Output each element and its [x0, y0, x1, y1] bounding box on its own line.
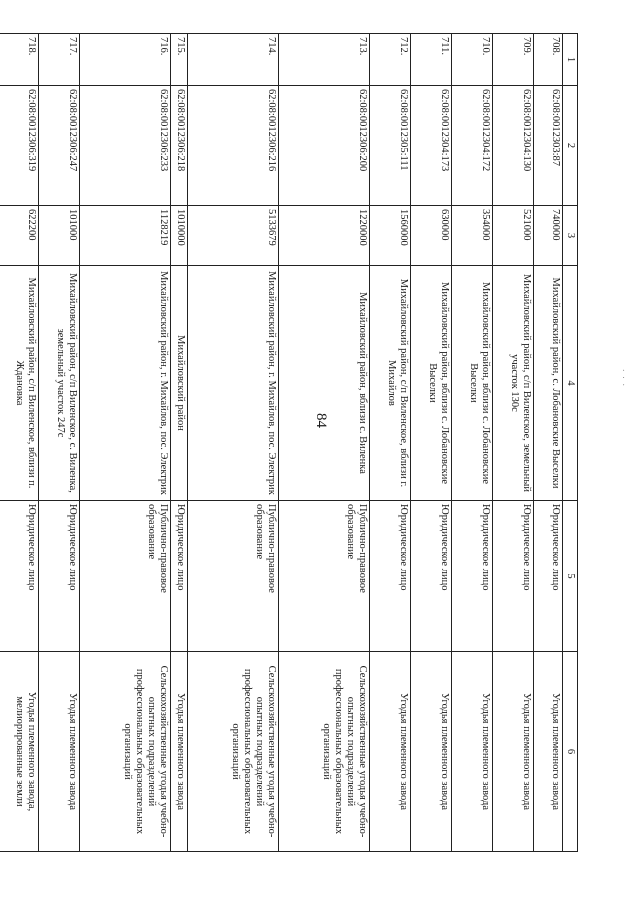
owner-type: Юридическое лицо [411, 501, 452, 652]
rotated-table-frame [14, 33, 578, 851]
area-value: 1010000 [171, 206, 188, 266]
row-number: 715. [171, 34, 188, 86]
address: Михайловский район, с/п Виленское, вблизи г. Михайлов [370, 266, 411, 501]
header-row [563, 34, 578, 852]
area-value: 740000 [534, 206, 563, 266]
row-number: 708. [534, 34, 563, 86]
column-header: 2 [563, 86, 578, 206]
row-number: 712. [370, 34, 411, 86]
area-value: 1128219 [80, 206, 171, 266]
table-row [534, 34, 563, 852]
owner-type: Публично-правовое образование [80, 501, 171, 652]
land-purpose: Угодья племенного завода [493, 652, 534, 852]
owner-type: Юридическое лицо [171, 501, 188, 652]
address: Михайловский район, вблизи с. Виленка [279, 266, 370, 501]
land-purpose: Сельскохозяйственные угодья учебно-опытных подразделений профессиональных образовательных организаций [188, 652, 279, 852]
land-purpose: Угодья племенного завода [370, 652, 411, 852]
owner-type: Юридическое лицо [493, 501, 534, 652]
address: Михайловский район, с/п Виленское, земельный участок 130с [493, 266, 534, 501]
table-row [370, 34, 411, 852]
land-purpose: Угодья племенного завода [171, 652, 188, 852]
owner-type: Публично-правовое образование [188, 501, 279, 652]
area-value: 630000 [411, 206, 452, 266]
address: Михайловский район, с/п Виленское, вблизи п. Ждановка [0, 266, 39, 501]
cadastral-number: 62:08:0012305:111 [370, 86, 411, 206]
area-value: 1560000 [370, 206, 411, 266]
column-header: 3 [563, 206, 578, 266]
cadastral-number: 62:08:0012306:319 [0, 86, 39, 206]
address: Михайловский район, г. Михайлов, пос. Электрик [80, 266, 171, 501]
land-purpose: Угодья племенного завода, мелиорированные земли [0, 652, 39, 852]
cadastral-number: 62:08:0012306:233 [80, 86, 171, 206]
cadastral-number: 62:08:0012304:172 [452, 86, 493, 206]
row-number: 710. [452, 34, 493, 86]
table-row [493, 34, 534, 852]
cadastral-number: 62:08:0012306:218 [171, 86, 188, 206]
row-number: 709. [493, 34, 534, 86]
area-value: 5133679 [188, 206, 279, 266]
land-register-table [0, 33, 578, 852]
row-number: 718. [0, 34, 39, 86]
table-row [80, 34, 171, 852]
cadastral-number: 62:08:0012303:87 [534, 86, 563, 206]
table-row [452, 34, 493, 852]
cadastral-number: 62:08:0012304:173 [411, 86, 452, 206]
address: Михайловский район, г. Михайлов, пос. Электрик [188, 266, 279, 501]
cadastral-number: 62:08:0012306:216 [188, 86, 279, 206]
table-row [0, 34, 39, 852]
owner-type: Юридическое лицо [370, 501, 411, 652]
cadastral-number: 62:08:0012306:247 [39, 86, 80, 206]
table-row [279, 34, 370, 852]
owner-type: Юридическое лицо [0, 501, 39, 652]
cadastral-number: 62:08:0012304:130 [493, 86, 534, 206]
cadastral-number: 62:08:0012306:200 [279, 86, 370, 206]
table-row [411, 34, 452, 852]
owner-type: Публично-правовое образование [279, 501, 370, 652]
area-value: 101000 [39, 206, 80, 266]
land-purpose: Сельскохозяйственные угодья учебно-опытных подразделений профессиональных образовательных организаций [279, 652, 370, 852]
address: Михайловский район, с. Лобановские Выселки [534, 266, 563, 501]
address: Михайловский район, с/п Виленское, с. Виленка, земельный участок 247с [39, 266, 80, 501]
column-header: 1 [563, 34, 578, 86]
area-value: 521000 [493, 206, 534, 266]
table-row [171, 34, 188, 852]
row-number: 717. [39, 34, 80, 86]
area-value: 354000 [452, 206, 493, 266]
address: Михайловский район [171, 266, 188, 501]
land-purpose: Угодья племенного завода [411, 652, 452, 852]
owner-type: Юридическое лицо [39, 501, 80, 652]
owner-type: Юридическое лицо [534, 501, 563, 652]
land-purpose: Угодья племенного завода [452, 652, 493, 852]
address: Михайловский район, вблизи с. Лобановские Выселки [452, 266, 493, 501]
address: Михайловский район, вблизи с. Лобановские Выселки [411, 266, 452, 501]
land-purpose: Сельскохозяйственные угодья учебно-опытных подразделений профессиональных образовательных организаций [80, 652, 171, 852]
page-number: 84 [313, 413, 329, 428]
owner-type: Юридическое лицо [452, 501, 493, 652]
row-number: 716. [80, 34, 171, 86]
row-number: 711. [411, 34, 452, 86]
land-purpose: Угодья племенного завода [534, 652, 563, 852]
column-header: 5 [563, 501, 578, 652]
scan-artifact: · · · [617, 368, 628, 388]
row-number: 714. [188, 34, 279, 86]
area-value: 1220000 [279, 206, 370, 266]
table-row [188, 34, 279, 852]
column-header: 4 [563, 266, 578, 501]
column-header: 6 [563, 652, 578, 852]
land-purpose: Угодья племенного завода [39, 652, 80, 852]
row-number: 713. [279, 34, 370, 86]
table-row [39, 34, 80, 852]
table-container [14, 33, 578, 851]
area-value: 622200 [0, 206, 39, 266]
